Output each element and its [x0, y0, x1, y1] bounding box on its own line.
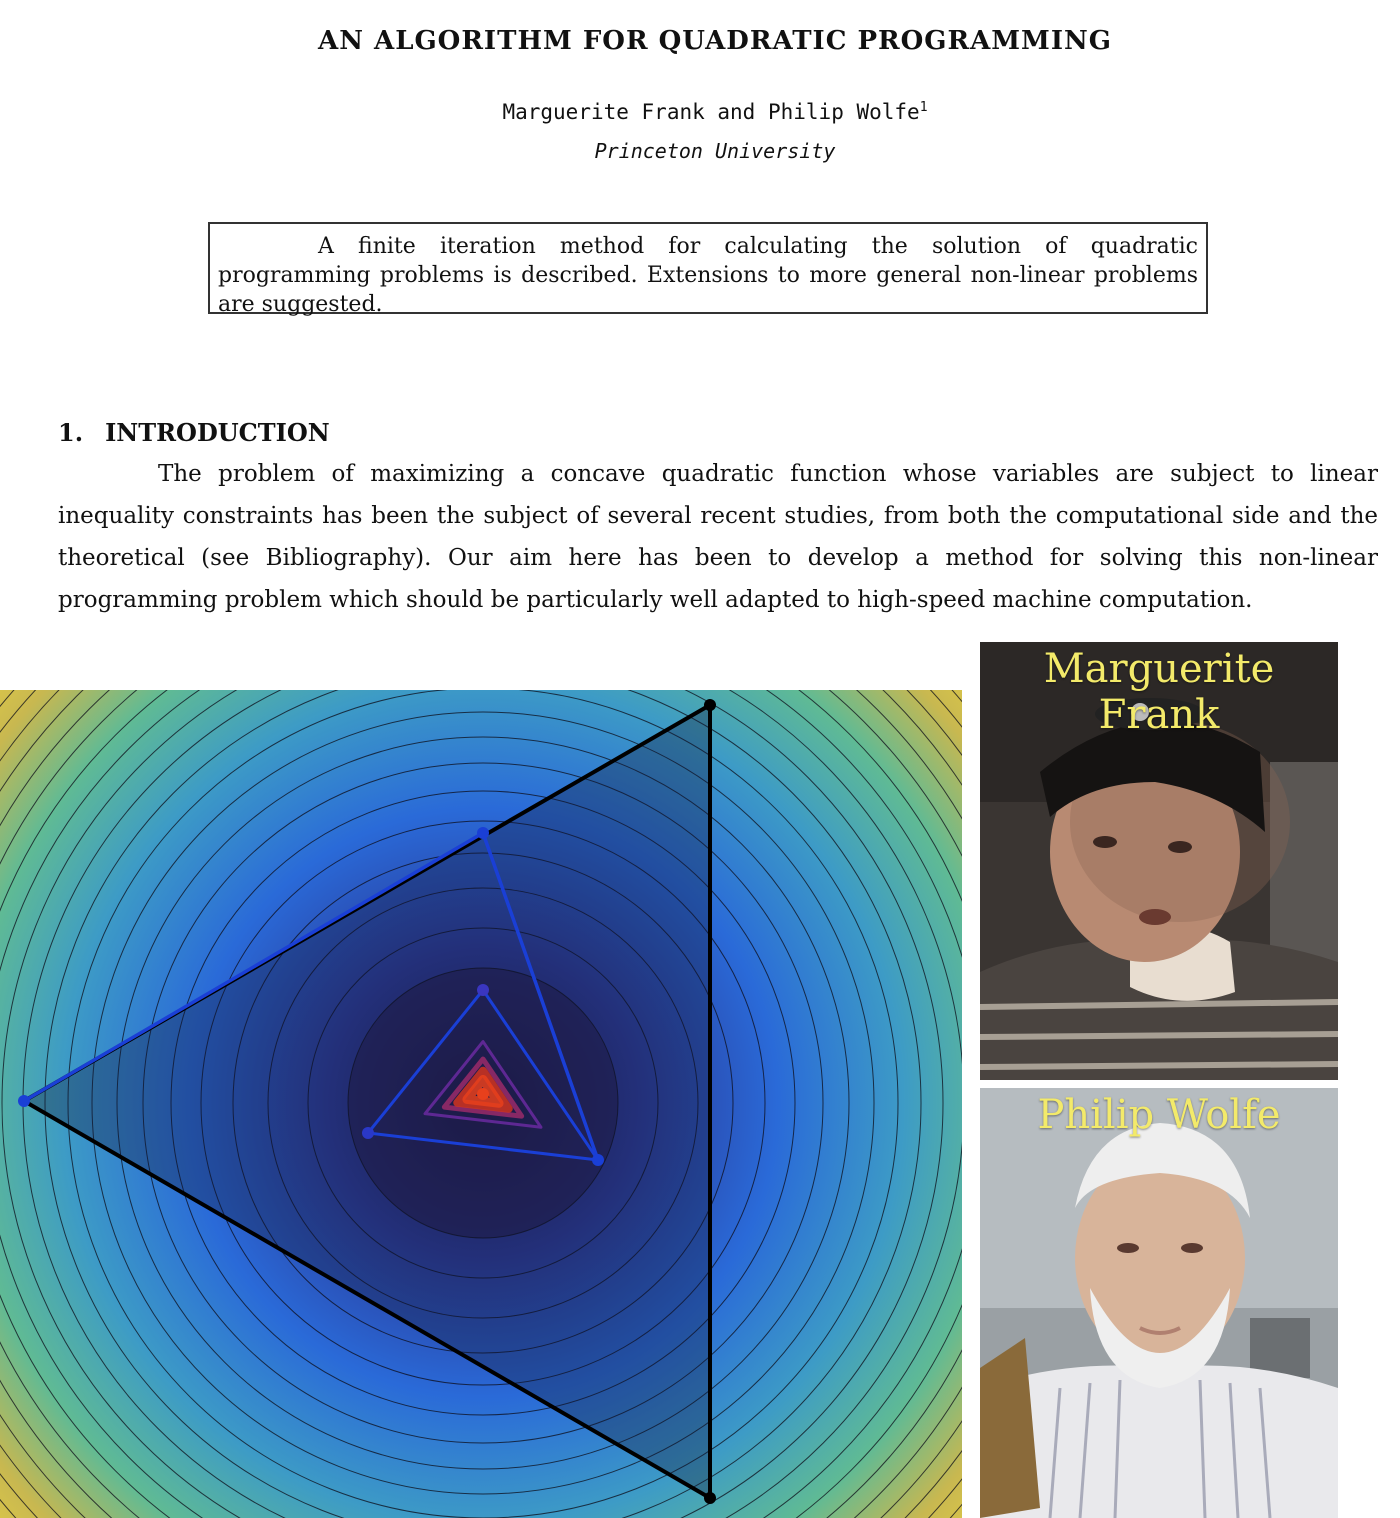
footnote-mark: 1 — [919, 100, 928, 115]
vertex-bottom — [704, 1492, 716, 1504]
abstract-box: A finite iteration method for calculating the solution of quadratic programming problems is described. Extensions to more general non-linear problems are suggested. — [208, 222, 1208, 314]
iterate-point — [477, 984, 489, 996]
section-number: 1. — [58, 418, 84, 447]
wolfe-caption: Philip Wolfe — [1037, 1092, 1281, 1138]
portrait-philip-wolfe — [980, 1088, 1338, 1518]
paper-authors — [0, 100, 1400, 124]
iterate-point — [18, 1095, 30, 1107]
frank-wolfe-contour-figure — [0, 690, 962, 1518]
iterate-point — [362, 1127, 374, 1139]
iterate-point — [477, 827, 489, 839]
iterate-point — [477, 1088, 489, 1100]
paper-title: AN ALGORITHM FOR QUADRATIC PROGRAMMING — [318, 26, 1112, 56]
wolfe-photo — [980, 1088, 1338, 1518]
vertex-top — [704, 699, 716, 711]
paper-affiliation: Princeton University — [594, 139, 836, 163]
iterate-point — [592, 1154, 604, 1166]
section-body: The problem of maximizing a concave quadratic function whose variables are subject to linear inequality constraints has been the subject of several recent studies, from both the computational side and the theoretical (see Bibliography). Our aim here has been to develop a method for solving this non-linear programming problem which should be particularly well adapted to high-speed machine computation. — [58, 461, 1378, 613]
authors-names: Marguerite Frank and Philip Wolfe — [502, 100, 920, 124]
frank-caption: Marguerite Frank — [1043, 646, 1275, 738]
section-title: INTRODUCTION — [105, 418, 330, 447]
portrait-marguerite-frank — [980, 642, 1338, 1080]
section-heading — [58, 418, 330, 447]
contour-plot-svg — [0, 690, 962, 1518]
